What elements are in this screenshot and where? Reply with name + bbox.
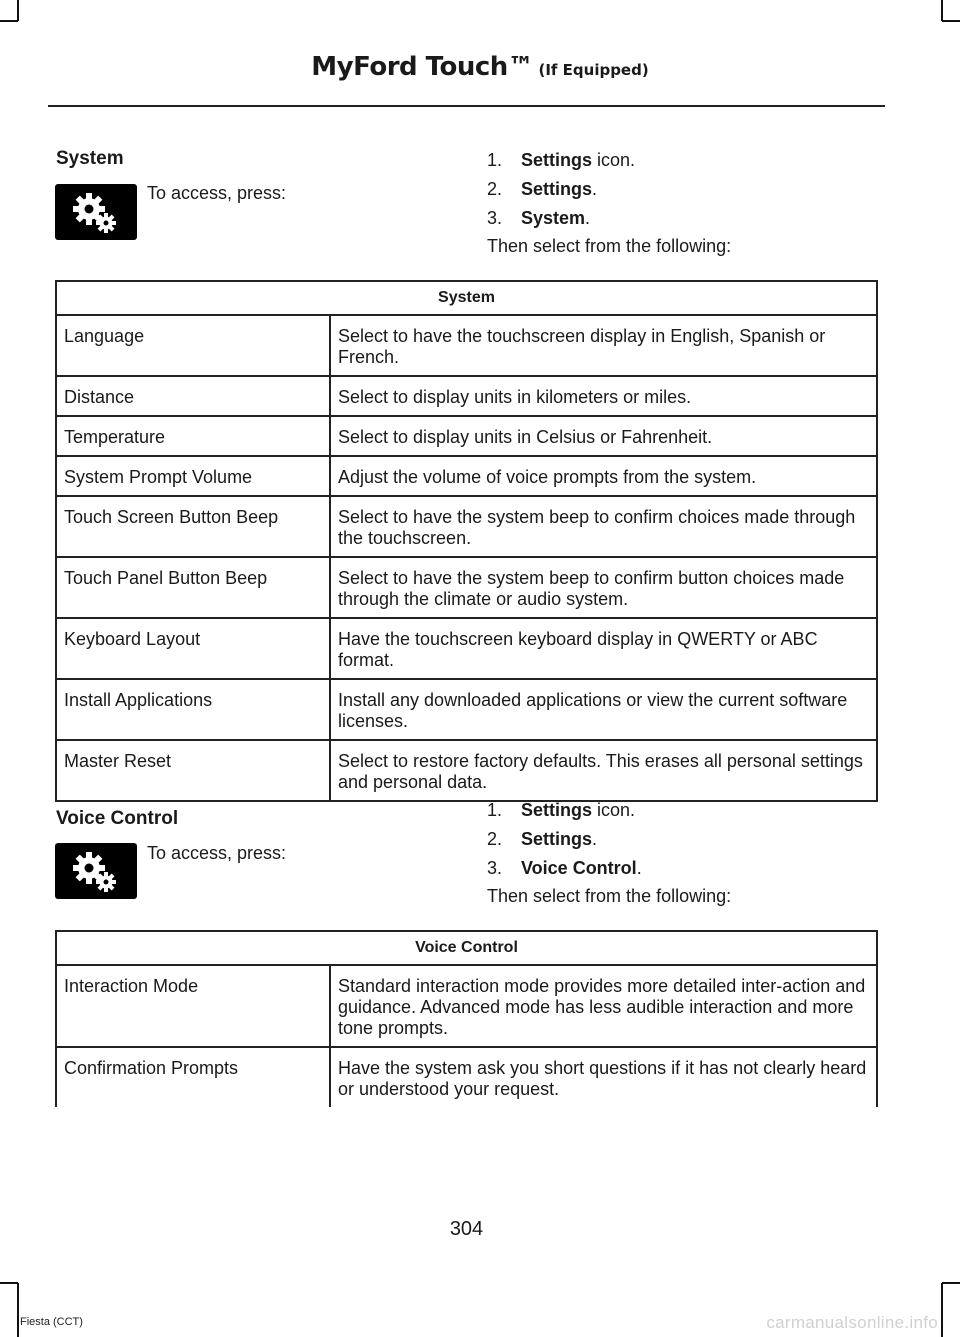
- table-row: [56, 456, 877, 496]
- section-heading-system: System: [56, 148, 124, 169]
- setting-description: Select to have the system beep to confirm button choices made through the climate or audio system.: [330, 557, 877, 618]
- setting-name: Confirmation Prompts: [56, 1047, 330, 1107]
- setting-description: Select to display units in Celsius or Fahrenheit.: [330, 416, 877, 456]
- setting-name: Keyboard Layout: [56, 618, 330, 679]
- step-number: 3.: [487, 208, 503, 228]
- step-rest: icon.: [592, 800, 636, 820]
- table-title: Voice Control: [56, 931, 877, 965]
- header-title: MyFord Touch™: [311, 52, 534, 82]
- crop-mark: [942, 20, 960, 22]
- step-bold: Settings: [521, 179, 593, 199]
- setting-description: Have the touchscreen keyboard display in QWERTY or ABC format.: [330, 618, 877, 679]
- setting-description: Have the system ask you short questions if it has not clearly heard or understood your request.: [330, 1047, 877, 1107]
- setting-description: Standard interaction mode provides more detailed inter-action and guidance. Advanced mode has less audible interaction and more tone prompts.: [330, 965, 877, 1047]
- setting-name: System Prompt Volume: [56, 456, 330, 496]
- step-item: [487, 177, 887, 206]
- step-bold: Settings: [521, 829, 593, 849]
- crop-mark: [941, 1283, 943, 1337]
- step-item: [487, 148, 887, 177]
- step-number: 1.: [487, 150, 503, 170]
- step-number: 3.: [487, 858, 503, 878]
- table-row: [56, 618, 877, 679]
- step-item: [487, 856, 887, 885]
- crop-mark: [17, 0, 19, 21]
- step-item: [487, 798, 887, 827]
- settings-gear-icon: [55, 843, 137, 899]
- step-bold: Voice Control: [521, 858, 637, 878]
- setting-description: Select to restore factory defaults. This erases all personal settings and personal data.: [330, 740, 877, 801]
- then-text: Then select from the following:: [487, 236, 732, 256]
- watermark: carmanualsonline.info: [766, 1313, 938, 1332]
- access-text: To access, press:: [147, 183, 287, 203]
- setting-name: Interaction Mode: [56, 965, 330, 1047]
- then-text: Then select from the following:: [487, 886, 732, 906]
- table-row: [56, 740, 877, 801]
- setting-name: Touch Screen Button Beep: [56, 496, 330, 557]
- setting-name: Temperature: [56, 416, 330, 456]
- header-rule: [48, 105, 885, 107]
- crop-mark: [0, 20, 18, 22]
- step-item: [487, 206, 887, 235]
- table-row: [56, 315, 877, 376]
- system-table: [55, 280, 878, 802]
- table-row: [56, 376, 877, 416]
- step-rest: .: [592, 179, 598, 199]
- crop-mark: [941, 0, 943, 21]
- step-number: 2.: [487, 829, 503, 849]
- page-header: [0, 52, 960, 82]
- step-rest: .: [636, 858, 642, 878]
- setting-description: Install any downloaded applications or view the current software licenses.: [330, 679, 877, 740]
- setting-description: Select to have the system beep to confirm choices made through the touchscreen.: [330, 496, 877, 557]
- setting-name: Language: [56, 315, 330, 376]
- section-heading-voice-control: Voice Control: [56, 808, 179, 829]
- table-title: System: [56, 281, 877, 315]
- step-bold: Settings: [521, 150, 593, 170]
- crop-mark: [17, 1283, 19, 1337]
- table-row: [56, 496, 877, 557]
- voice-control-steps: [487, 798, 887, 907]
- step-bold: Settings: [521, 800, 593, 820]
- setting-name: Install Applications: [56, 679, 330, 740]
- table-row: [56, 679, 877, 740]
- access-text: To access, press:: [147, 843, 287, 863]
- step-rest: .: [592, 829, 598, 849]
- table-row: [56, 557, 877, 618]
- setting-name: Touch Panel Button Beep: [56, 557, 330, 618]
- footer-model: Fiesta (CCT): [20, 1316, 83, 1328]
- step-item: [487, 827, 887, 856]
- step-rest: icon.: [592, 150, 636, 170]
- system-steps: [487, 148, 887, 257]
- crop-mark: [942, 1282, 960, 1284]
- step-bold: System: [521, 208, 586, 228]
- setting-name: Distance: [56, 376, 330, 416]
- table-row: [56, 965, 877, 1047]
- setting-name: Master Reset: [56, 740, 330, 801]
- settings-gear-icon: [55, 184, 137, 240]
- page-number: 304: [449, 1218, 484, 1240]
- setting-description: Adjust the volume of voice prompts from the system.: [330, 456, 877, 496]
- step-number: 1.: [487, 800, 503, 820]
- voice-control-table: [55, 930, 878, 1107]
- crop-mark: [0, 1282, 18, 1284]
- step-rest: .: [585, 208, 591, 228]
- table-row: [56, 416, 877, 456]
- step-number: 2.: [487, 179, 503, 199]
- header-suffix: (If Equipped): [533, 61, 649, 79]
- setting-description: Select to display units in kilometers or miles.: [330, 376, 877, 416]
- table-row: [56, 1047, 877, 1107]
- setting-description: Select to have the touchscreen display in English, Spanish or French.: [330, 315, 877, 376]
